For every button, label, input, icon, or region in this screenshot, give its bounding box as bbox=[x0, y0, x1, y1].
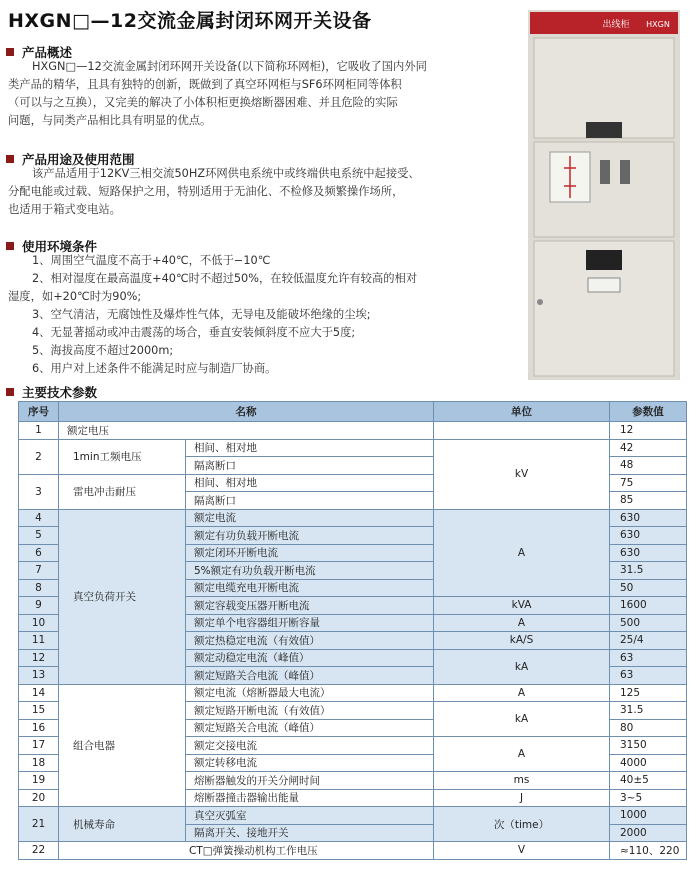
cell-name: 额定短路关合电流（峰值） bbox=[186, 667, 434, 685]
cell-value: 1000 bbox=[610, 807, 687, 825]
cell-name: 真空灭弧室 bbox=[186, 807, 434, 825]
heading-text: 使用环境条件 bbox=[22, 239, 98, 254]
page-title: HXGN□—12交流金属封闭环网开关设备 bbox=[8, 10, 372, 32]
header-no: 序号 bbox=[19, 402, 59, 422]
cell-unit: A bbox=[434, 509, 610, 597]
cell-no: 9 bbox=[19, 597, 59, 615]
cell-name: 额定短路关合电流（峰值） bbox=[186, 719, 434, 737]
cell-name: 额定电缆充电开断电流 bbox=[186, 579, 434, 597]
text-line: 分配电能或过载、短路保护之用，特别适用于无油化、不检修及频繁操作场所， bbox=[8, 185, 404, 198]
cell-name: 额定转移电流 bbox=[186, 754, 434, 772]
params-table bbox=[18, 401, 687, 860]
text-line: 6、用户对上述条件不能满足时应与制造厂协商。 bbox=[32, 362, 277, 375]
cell-name: 额定短路开断电流（有效值） bbox=[186, 702, 434, 720]
cell-name: 相间、相对地 bbox=[186, 439, 434, 457]
header-name: 名称 bbox=[59, 402, 434, 422]
cell-no: 19 bbox=[19, 772, 59, 790]
lower-window bbox=[586, 250, 622, 270]
cell-name: 额定热稳定电流（有效值） bbox=[186, 632, 434, 650]
cell-value: 3150 bbox=[610, 737, 687, 755]
text-line: 问题，与同类产品相比具有明显的优点。 bbox=[8, 114, 212, 127]
cell-value: 75 bbox=[610, 474, 687, 492]
table-row bbox=[19, 842, 687, 860]
cell-name: CT□弹簧操动机构工作电压 bbox=[59, 842, 434, 860]
cell-name: 额定闭环开断电流 bbox=[186, 544, 434, 562]
heading-text: 主要技术参数 bbox=[22, 385, 98, 400]
cell-value: 31.5 bbox=[610, 702, 687, 720]
cell-no: 2 bbox=[19, 439, 59, 474]
cell-unit: kA bbox=[434, 702, 610, 737]
text-line: 3、空气清洁，无腐蚀性及爆炸性气体，无导电及能破坏绝缘的尘埃; bbox=[32, 308, 371, 321]
cabinet-photo bbox=[528, 10, 680, 380]
cell-no: 14 bbox=[19, 684, 59, 702]
cell-name: 额定电流 bbox=[186, 509, 434, 527]
table-header-row bbox=[19, 402, 687, 422]
upper-window bbox=[586, 122, 622, 138]
cabinet-model-label: HXGN bbox=[646, 20, 670, 29]
cell-value: 3~5 bbox=[610, 789, 687, 807]
cell-no: 4 bbox=[19, 509, 59, 527]
cell-name: 5%额定有功负载开断电流 bbox=[186, 562, 434, 580]
cell-no: 6 bbox=[19, 544, 59, 562]
text-line: 2、相对湿度在最高温度+40℃时不超过50%，在较低温度允许有较高的相对 bbox=[32, 272, 418, 285]
cell-name: 隔离断口 bbox=[186, 457, 434, 475]
cell-unit: kVA bbox=[434, 597, 610, 615]
cell-value: 63 bbox=[610, 667, 687, 685]
cell-value: 48 bbox=[610, 457, 687, 475]
cell-value: 25/4 bbox=[610, 632, 687, 650]
cell-unit: J bbox=[434, 789, 610, 807]
cell-group: 雷电冲击耐压 bbox=[59, 474, 186, 509]
cell-group: 组合电器 bbox=[59, 684, 186, 807]
cell-value: 80 bbox=[610, 719, 687, 737]
text-line: HXGN□—12交流金属封闭环网开关设备(以下简称环网柜)，它吸收了国内外同 bbox=[32, 60, 427, 73]
cell-name: 额定容载变压器开断电流 bbox=[186, 597, 434, 615]
cell-value: 500 bbox=[610, 614, 687, 632]
text-line: 该产品适用于12KV三相交流50HZ环网供电系统中或终端供电系统中起接受、 bbox=[32, 167, 420, 180]
cabinet-panel-label: 出线柜 bbox=[602, 20, 630, 30]
cell-value: 63 bbox=[610, 649, 687, 667]
cell-value: 4000 bbox=[610, 754, 687, 772]
cell-name: 额定电压 bbox=[59, 422, 434, 440]
cell-no: 22 bbox=[19, 842, 59, 860]
cell-value: 42 bbox=[610, 439, 687, 457]
cell-name: 额定动稳定电流（峰值） bbox=[186, 649, 434, 667]
cell-name: 熔断器触发的开关分闸时间 bbox=[186, 772, 434, 790]
cell-unit bbox=[434, 422, 610, 440]
cell-name: 额定单个电容器组开断容量 bbox=[186, 614, 434, 632]
cell-no: 7 bbox=[19, 562, 59, 580]
cell-value: 630 bbox=[610, 527, 687, 545]
header-value: 参数值 bbox=[610, 402, 687, 422]
cell-value: 125 bbox=[610, 684, 687, 702]
table-row bbox=[19, 807, 687, 825]
cell-value: 630 bbox=[610, 544, 687, 562]
text-line: 1、周围空气温度不高于+40℃，不低于−10℃ bbox=[32, 254, 271, 267]
cell-value: 1600 bbox=[610, 597, 687, 615]
operating-slot bbox=[600, 160, 610, 184]
cell-no: 1 bbox=[19, 422, 59, 440]
bullet-square-icon bbox=[6, 48, 14, 56]
cell-no: 11 bbox=[19, 632, 59, 650]
cell-unit: 次（time） bbox=[434, 807, 610, 842]
table-row bbox=[19, 439, 687, 457]
table-row bbox=[19, 422, 687, 440]
cell-no: 16 bbox=[19, 719, 59, 737]
table-row bbox=[19, 684, 687, 702]
text-line: 类产品的精华，且具有独特的创新，既做到了真空环网柜与SF6环网柜同等体积 bbox=[8, 78, 402, 91]
cell-name: 熔断器撞击器输出能量 bbox=[186, 789, 434, 807]
bullet-square-icon bbox=[6, 242, 14, 250]
environment-text bbox=[8, 252, 473, 378]
table-row bbox=[19, 509, 687, 527]
text-line: 湿度，如+20℃时为90%; bbox=[8, 290, 142, 303]
cell-name: 隔离开关、接地开关 bbox=[186, 824, 434, 842]
heading-text: 产品概述 bbox=[22, 45, 73, 60]
text-line: 也适用于箱式变电站。 bbox=[8, 203, 121, 216]
cell-no: 10 bbox=[19, 614, 59, 632]
cell-no: 18 bbox=[19, 754, 59, 772]
cell-no: 17 bbox=[19, 737, 59, 755]
cell-value: 630 bbox=[610, 509, 687, 527]
cell-no: 13 bbox=[19, 667, 59, 685]
cell-name: 额定有功负载开断电流 bbox=[186, 527, 434, 545]
operating-slot bbox=[620, 160, 630, 184]
text-line: 4、无显著摇动或冲击震荡的场合，垂直安装倾斜度不应大于5度; bbox=[32, 326, 356, 339]
cell-value: ≈110、220 bbox=[610, 842, 687, 860]
cell-group: 1min工频电压 bbox=[59, 439, 186, 474]
cell-unit: A bbox=[434, 614, 610, 632]
bullet-square-icon bbox=[6, 388, 14, 396]
cell-no: 20 bbox=[19, 789, 59, 807]
text-line: 5、海拔高度不超过2000m; bbox=[32, 344, 174, 357]
door-handle bbox=[537, 299, 543, 305]
cell-group: 机械寿命 bbox=[59, 807, 186, 842]
cell-no: 5 bbox=[19, 527, 59, 545]
cell-unit: kV bbox=[434, 439, 610, 509]
cell-no: 8 bbox=[19, 579, 59, 597]
cell-value: 85 bbox=[610, 492, 687, 510]
cell-no: 3 bbox=[19, 474, 59, 509]
cell-no: 15 bbox=[19, 702, 59, 720]
cell-value: 31.5 bbox=[610, 562, 687, 580]
cell-unit: kA/S bbox=[434, 632, 610, 650]
cell-value: 50 bbox=[610, 579, 687, 597]
text-line: （可以与之互换），又完美的解决了小体积柜更换熔断器困难、并且危险的实际 bbox=[8, 96, 398, 109]
cell-unit: kA bbox=[434, 649, 610, 684]
cell-no: 21 bbox=[19, 807, 59, 842]
indicator-panel bbox=[588, 278, 620, 292]
header-unit: 单位 bbox=[434, 402, 610, 422]
cell-value: 40±5 bbox=[610, 772, 687, 790]
section-heading-params bbox=[6, 383, 97, 401]
cell-value: 12 bbox=[610, 422, 687, 440]
usage-text bbox=[8, 165, 473, 219]
heading-text: 产品用途及使用范围 bbox=[22, 152, 135, 167]
cell-no: 12 bbox=[19, 649, 59, 667]
cell-name: 额定交接电流 bbox=[186, 737, 434, 755]
cell-name: 隔离断口 bbox=[186, 492, 434, 510]
overview-text bbox=[8, 58, 473, 130]
cell-unit: V bbox=[434, 842, 610, 860]
cell-name: 相间、相对地 bbox=[186, 474, 434, 492]
cell-unit: A bbox=[434, 737, 610, 772]
cell-name: 额定电流（熔断器最大电流） bbox=[186, 684, 434, 702]
cell-value: 2000 bbox=[610, 824, 687, 842]
cell-group: 真空负荷开关 bbox=[59, 509, 186, 684]
cell-unit: ms bbox=[434, 772, 610, 790]
bullet-square-icon bbox=[6, 155, 14, 163]
cell-unit: A bbox=[434, 684, 610, 702]
params-table-wrapper bbox=[18, 401, 686, 860]
